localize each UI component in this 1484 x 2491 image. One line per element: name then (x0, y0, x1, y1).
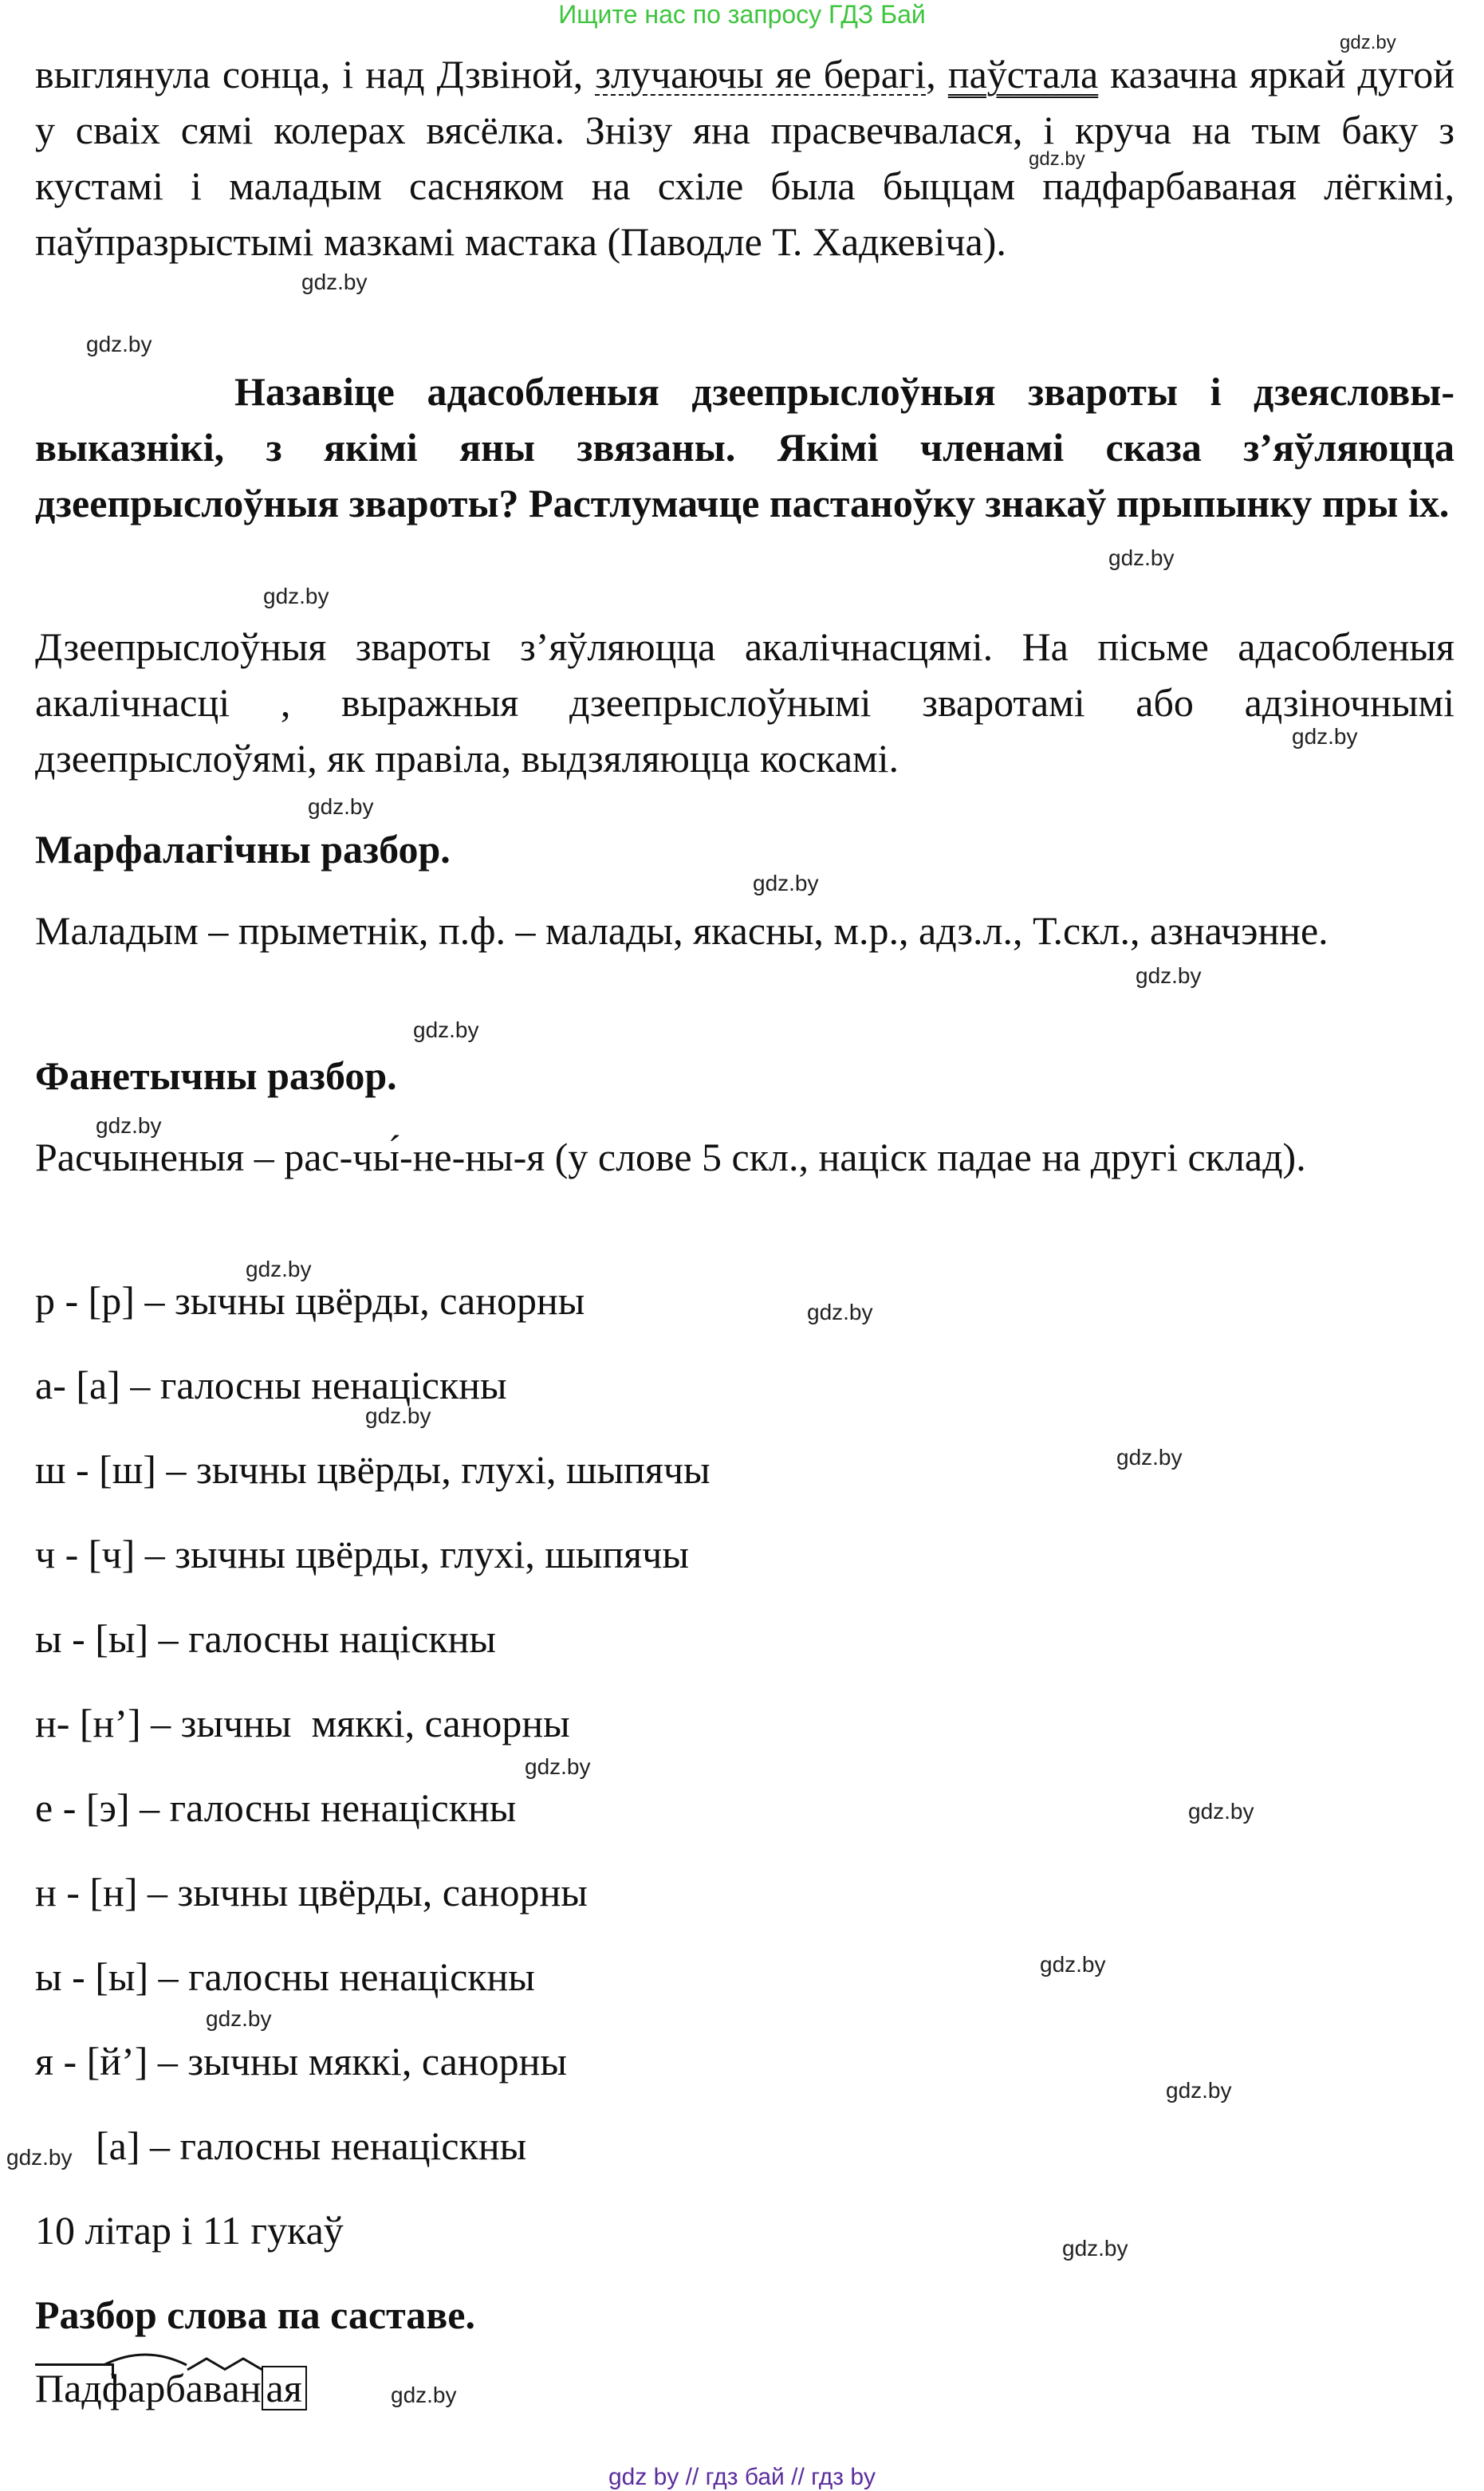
word-root (102, 2360, 186, 2416)
watermark: gdz.by (753, 871, 819, 895)
participle-phrase-underlined: злучаючы яе берагі (595, 52, 927, 96)
top-banner: Ищите нас по запросу ГДЗ Бай (558, 0, 926, 29)
morph-heading: Марфалагічны разбор. (35, 827, 451, 872)
watermark: gdz.by (86, 332, 152, 356)
watermark: gdz.by (413, 1017, 479, 1042)
watermark: gdz.by (263, 584, 329, 608)
phon-row: ч - [ч] – зычны цвёрды, глухі, шыпячы (35, 1532, 689, 1576)
watermark: gdz.by (1292, 724, 1358, 749)
suffix-text: ан (222, 2366, 262, 2410)
phon-row: е - [э] – галосны ненацiскны (35, 1785, 517, 1830)
watermark: gdz.by (1188, 1799, 1254, 1824)
watermark: gdz.by (365, 1403, 431, 1428)
watermark: gdz.by (1062, 2236, 1128, 2261)
word-ending: ая (262, 2366, 307, 2410)
phon-heading: Фанетычны разбор. (35, 1053, 397, 1098)
composition-heading: Разбор слова па саставе. (35, 2292, 475, 2337)
text-fragment: выглянула сонца, і над Дзвіной, (35, 52, 596, 96)
phon-row: ы - [ы] – галосны націскны (35, 1616, 496, 1661)
suffix-mark-icon (222, 2357, 264, 2371)
predicate-underlined: паўстала (947, 52, 1099, 96)
phon-row: а- [а] – галосны ненаціскны (35, 1363, 507, 1407)
morph-text: Маладым – прыметнік, п.ф. – малады, якасны, м.р., адз.л., Т.скл., азначэнне. (35, 908, 1329, 953)
word-suffix (186, 2360, 222, 2416)
watermark: gdz.by (1108, 545, 1175, 570)
watermark: gdz.by (1136, 963, 1202, 988)
watermark: gdz.by (1166, 2078, 1232, 2103)
watermark: gdz.by (206, 2006, 272, 2031)
watermark: gdz.by (1116, 1445, 1183, 1470)
watermark: gdz.by (1340, 32, 1396, 53)
watermark: gdz.by (807, 1300, 873, 1324)
text-paragraph (35, 46, 1454, 270)
phon-row: [а] – галосны ненацiскны (96, 2123, 527, 2168)
phon-row: ш - [ш] – зычны цвёрды, глухі, шыпячы (35, 1447, 711, 1492)
watermark: gdz.by (308, 794, 374, 819)
task-question: Назавіце адасобленыя дзеепрыслоўныя звароты і дзеясловы-выказнікі, з якімі яны звязаны. Якімі членамі сказа з’яўляюцца дзеепрыслоўныя звароты? Растлумачце пастаноўку знакаў прыпынку пры іх. (35, 369, 1454, 525)
answer-paragraph: Дзеепрыслоўныя звароты з’яўляюцца акалічнасцямі. На пісьме адасобленыя акалічнасці , выражныя дзеепрыслоўнымі зваротамі або адзіночнымі дзеепрыслоўямі, як правіла, выдзяляюцца коскамі. (35, 624, 1454, 781)
word-suffix (222, 2360, 262, 2416)
phon-row: н - [н] – зычны цвёрды, санорны (35, 1870, 588, 1914)
watermark: gdz.by (246, 1257, 312, 1281)
phon-row: ы - [ы] – галосны ненацiскны (35, 1954, 535, 1999)
phon-row: н- [н’] – зычны мяккі, санорны (35, 1701, 570, 1745)
watermark: gdz.by (525, 1754, 591, 1779)
word-composition (35, 2360, 307, 2416)
text-fragment: , (926, 52, 948, 96)
phon-summary: 10 літар і 11 гукаў (35, 2208, 344, 2253)
watermark: gdz.by (96, 1113, 162, 1138)
watermark: gdz.by (1029, 148, 1085, 170)
phon-intro: Расчыненыя – рас-чы́-не-ны-я (у слове 5 скл., націск падае на другі склад). (35, 1135, 1306, 1179)
watermark: gdz.by (301, 270, 368, 294)
word-prefix (35, 2360, 102, 2416)
text-fragment: казачна яркай дугой у сваіх сямі колерах вясёлка. Знізу яна прасвечвалася, і круча на тым баку з кустамі і маладым сасняком на схіле была быццам падфарбаваная лёгкімі, паўпразрыстымі мазкамі мастака (Паводле Т. Хадкевіча). (35, 52, 1455, 264)
phon-row: р - [р] – зычны цвёрды, санорны (35, 1278, 585, 1323)
root-arc-icon (102, 2351, 188, 2367)
watermark: gdz.by (391, 2383, 457, 2407)
suffix-text: ав (185, 2366, 222, 2410)
bottom-banner: gdz by // гдз бай // гдз by (608, 2464, 876, 2490)
prefix-text: Пад (35, 2366, 102, 2410)
watermark: gdz.by (1040, 1952, 1106, 1977)
phon-row: я - [й’] – зычны мяккі, санорны (35, 2039, 567, 2084)
suffix-mark-icon (186, 2357, 227, 2371)
root-text: фарб (101, 2366, 186, 2410)
watermark: gdz.by (6, 2145, 73, 2170)
